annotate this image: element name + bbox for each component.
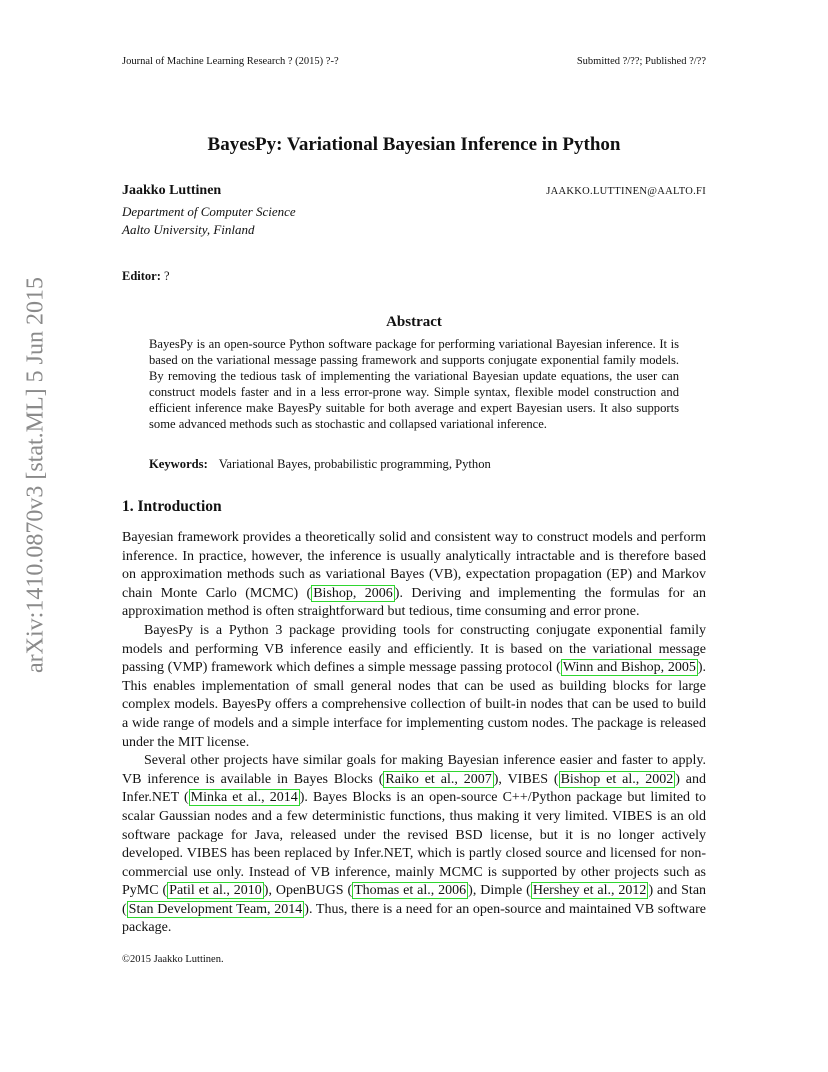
paragraph-3 <box>122 752 706 938</box>
citation-link[interactable]: Minka et al., 2014 <box>190 790 298 806</box>
text-run: ), OpenBUGS ( <box>263 883 353 899</box>
author-name: Jaakko Luttinen <box>122 183 222 198</box>
citation-link[interactable]: Bishop, 2006 <box>313 585 393 601</box>
text-run: ). Bayes Blocks is an open-source C++/Python package but limited to scalar Gaussian nodes and a few deterministic functions, thus making it very limited. VIBES is an old software package for Java, released under the revised BSD license, but it is no longer actively developed. VIBES has been replaced by Infer.NET, which is partly closed source and licensed for non-commercial use only. Instead of VB inference, mainly MCMC is supported by other projects such as PyMC ( <box>122 790 706 899</box>
citation-link[interactable]: Bishop et al., 2002 <box>560 771 674 787</box>
citation-link[interactable]: Stan Development Team, 2014 <box>128 901 303 917</box>
author-department: Department of Computer Science <box>122 204 296 219</box>
keywords-label: Keywords: <box>149 457 208 471</box>
text-run: ). Thus, there is a need for an open-source and maintained VB software package. <box>122 901 706 936</box>
journal-header: Journal of Machine Learning Research ? (2015) ?-? <box>122 56 339 67</box>
introduction-body <box>122 529 706 938</box>
arxiv-stamp[interactable]: arXiv:1410.0870v3 [stat.ML] 5 Jun 2015 <box>22 277 49 673</box>
paper-title: BayesPy: Variational Bayesian Inference in Python <box>207 134 621 155</box>
text-run: ). This enables implementation of small general nodes that can be used as building blocks for large complex models. BayesPy offers a comprehensive collection of built-in nodes that can be used to build a wide range of models and a simple interface for implementing custom nodes. The package is released under the MIT license. <box>122 660 706 750</box>
citation-link[interactable]: Thomas et al., 2006 <box>354 883 467 899</box>
citation-link[interactable]: Hershey et al., 2012 <box>532 883 647 899</box>
text-run: Several other projects have similar goals for making Bayesian inference easier and faster to apply. VB inference is available in Bayes Blocks ( <box>122 753 706 787</box>
text-run: BayesPy is a Python 3 package providing tools for constructing conjugate exponential family models and performing VB inference easily and efficiently. It is based on the variational message passing (VMP) framework which defines a simple message passing protocol ( <box>122 622 706 676</box>
abstract-text: BayesPy is an open-source Python software package for performing variational Bayesian inference. It is based on the variational message passing framework and supports conjugate exponential family models. By removing the tedious task of implementing the variational Bayesian update equations, the user can construct models faster and in a less error-prone way. Simple syntax, flexible model construction and efficient inference make BayesPy suitable for both average and expert Bayesian users. It also supports some advanced methods such as stochastic and collapsed variational inference. <box>149 337 679 432</box>
section-heading-introduction: 1. Introduction <box>122 498 222 515</box>
text-run: ) and Stan ( <box>122 883 707 917</box>
paragraph-2 <box>122 622 706 752</box>
text-run: Bayesian framework provides a theoretically solid and consistent way to construct models and perform inference. In practice, however, the inference is usually analytically intractable and is therefore based on approximation methods such as variational Bayes (VB), expectation propagation (EP) and Markov chain Monte Carlo (MCMC) ( <box>122 530 706 601</box>
citation-link[interactable]: Patil et al., 2010 <box>169 883 262 899</box>
text-run: ) and Infer.NET ( <box>122 771 706 806</box>
citation-link[interactable]: Raiko et al., 2007 <box>385 771 492 787</box>
keywords-line <box>149 457 491 472</box>
text-run: ), VIBES ( <box>493 771 559 787</box>
citation-link[interactable]: Winn and Bishop, 2005 <box>562 660 696 676</box>
author-university: Aalto University, Finland <box>122 222 255 237</box>
keywords-value: Variational Bayes, probabilistic programming, Python <box>218 457 491 471</box>
editor-value: ? <box>164 269 170 283</box>
author-email[interactable]: JAAKKO.LUTTINEN@AALTO.FI <box>546 186 706 197</box>
submission-header: Submitted ?/??; Published ?/?? <box>576 56 706 67</box>
abstract-heading: Abstract <box>386 314 442 330</box>
copyright-notice: ©2015 Jaakko Luttinen. <box>122 954 224 965</box>
editor-line <box>122 269 170 284</box>
editor-label: Editor: <box>122 269 161 283</box>
paragraph-1 <box>122 529 706 622</box>
text-run: ). Deriving and implementing the formulas for an approximation method is often straightforward but tedious, time consuming and error prone. <box>122 585 706 620</box>
text-run: ), Dimple ( <box>468 883 531 899</box>
